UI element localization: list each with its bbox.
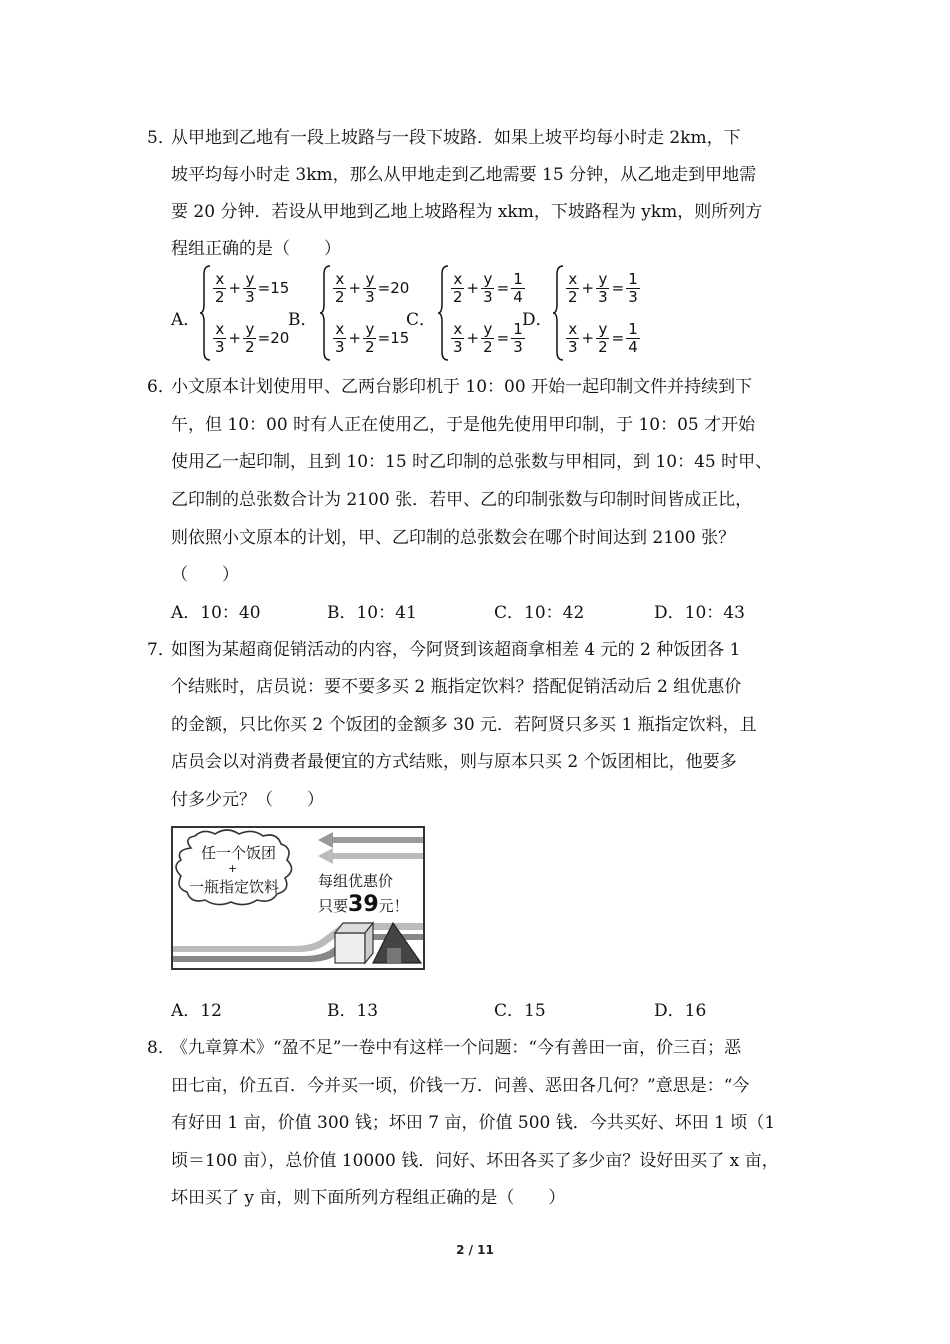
question-text-line: 则依照小文原本的计划，甲、乙印制的总张数会在哪个时间达到 2100 张？: [171, 528, 736, 548]
question-text-line: 个结账时，店员说：要不要多买 2 瓶指定饮料？搭配促销活动后 2 组优惠价: [171, 677, 742, 697]
left-brace-icon: [553, 264, 565, 362]
option-b[interactable]: B．13: [327, 1001, 379, 1021]
equation-rhs: =20: [377, 279, 410, 297]
question-text-line: 乙印制的总张数合计为 2100 张．若甲、乙的印制张数与印制时间皆成正比，: [171, 490, 753, 510]
promo-item-2: 一瓶指定饮料: [189, 878, 280, 896]
question-text-line: （ ）: [171, 565, 239, 585]
fraction: $\frac{y}{3}$: [245, 269, 255, 306]
question-number: 6．: [147, 377, 175, 397]
fraction: $\frac{y}{3}$: [598, 269, 608, 306]
promo-item-1: 任一个饭团: [201, 844, 277, 862]
question-text-line: 付多少元？（ ）: [171, 790, 324, 810]
option-a-label[interactable]: A．: [171, 310, 201, 330]
page-number: 2 / 11: [456, 1243, 494, 1257]
fraction: $\frac{1}{4}$: [513, 269, 523, 306]
equation-1: $\frac{x}{2}$ + $\frac{y}{3}$ = $\frac{1}{4}$: [453, 269, 523, 306]
option-d-label[interactable]: D．: [522, 310, 553, 330]
question-text-line: 田七亩，价五百．今并买一顷，价钱一万．问善、恶田各几何？”意思是：“今: [171, 1076, 750, 1096]
fraction: $\frac{x}{3}$: [215, 319, 225, 356]
question-text-line: 使用乙一起印制，且到 10：15 时乙印制的总张数与甲相同，到 10：45 时甲、: [171, 452, 773, 472]
option-d[interactable]: D．10：43: [654, 603, 745, 623]
equation-1: $\frac{x}{2}$ + $\frac{y}{3}$ = $\frac{1}{3}$: [568, 269, 638, 306]
fraction: $\frac{1}{4}$: [628, 319, 638, 356]
fraction: $\frac{1}{3}$: [513, 319, 523, 356]
question-number: 8．: [147, 1038, 175, 1058]
left-brace-icon: [438, 264, 450, 362]
fraction: $\frac{x}{3}$: [453, 319, 463, 356]
question-text-line: 坡平均每小时走 3km，那么从甲地走到乙地需要 15 分钟，从乙地走到甲地需: [171, 165, 757, 185]
option-c[interactable]: C．10：42: [494, 603, 585, 623]
equation-2: $\frac{x}{3}$ + $\frac{y}{2}$ = $\frac{1}{4}$: [568, 319, 638, 356]
promo-plus: +: [228, 862, 238, 875]
left-brace-icon: [200, 264, 212, 362]
option-b[interactable]: B．10：41: [327, 603, 417, 623]
fraction: $\frac{y}{2}$: [598, 319, 608, 356]
fraction: $\frac{x}{2}$: [215, 269, 225, 306]
promotion-figure: [171, 826, 425, 970]
option-a[interactable]: A．10：40: [171, 603, 261, 623]
question-text-line: 从甲地到乙地有一段上坡路与一段下坡路．如果上坡平均每小时走 2km，下: [171, 128, 741, 148]
question-text-line: 小文原本计划使用甲、乙两台影印机于 10：00 开始一起印制文件并持续到下: [171, 377, 753, 397]
question-text-line: 如图为某超商促销活动的内容，今阿贤到该超商拿相差 4 元的 2 种饭团各 1: [171, 640, 741, 660]
option-b-equation-system[interactable]: [320, 264, 420, 362]
question-text-line: 要 20 分钟．若设从甲地到乙地上坡路程为 xkm，下坡路程为 ykm，则所列方: [171, 202, 763, 222]
fraction: $\frac{x}{2}$: [453, 269, 463, 306]
promo-price-value: 39: [348, 892, 379, 917]
question-text-line: 坏田买了 y 亩，则下面所列方程组正确的是（ ）: [171, 1188, 566, 1208]
fraction: $\frac{x}{3}$: [568, 319, 578, 356]
question-text-line: 有好田 1 亩，价值 300 钱；坏田 7 亩，价值 500 钱．今共买好、坏田 1 顷（1: [171, 1113, 776, 1133]
option-c[interactable]: C．15: [494, 1001, 546, 1021]
option-d[interactable]: D．16: [654, 1001, 707, 1021]
question-text-line: 午，但 10：00 时有人正在使用乙，于是他先使用甲印制，于 10：05 才开始: [171, 415, 756, 435]
question-text-line: 的金额，只比你买 2 个饭团的金额多 30 元．若阿贤只多买 1 瓶指定饮料，且: [171, 715, 757, 735]
fraction: $\frac{1}{3}$: [628, 269, 638, 306]
question-text-line: 店员会以对消费者最便宜的方式结账，则与原本只买 2 个饭团相比，他要多: [171, 752, 737, 772]
equation-rhs: =15: [377, 329, 410, 347]
promo-offer-price: 只要39元！: [318, 892, 409, 917]
fraction: $\frac{y}{3}$: [483, 269, 493, 306]
left-brace-icon: [320, 264, 332, 362]
option-d-equation-system[interactable]: [553, 264, 653, 362]
fraction: $\frac{y}{2}$: [245, 319, 255, 356]
fraction: $\frac{y}{2}$: [483, 319, 493, 356]
promo-offer-label: 每组优惠价: [318, 872, 394, 890]
question-number: 5．: [147, 128, 175, 148]
equation-rhs: =20: [257, 329, 290, 347]
equation-1: $\frac{x}{2}$ + $\frac{y}{3}$ =20: [335, 269, 410, 306]
question-text-line: 顷＝100 亩），总价值 10000 钱．问好、坏田各买了多少亩？设好田买了 x 亩，: [171, 1151, 779, 1171]
fraction: $\frac{y}{2}$: [365, 319, 375, 356]
equation-rhs: =15: [257, 279, 290, 297]
fraction: $\frac{x}{2}$: [335, 269, 345, 306]
question-text-line: 《九章算术》“盈不足”一卷中有这样一个问题：“今有善田一亩，价三百；恶: [171, 1038, 742, 1058]
option-a[interactable]: A．12: [171, 1001, 222, 1021]
option-c-label[interactable]: C．: [406, 310, 437, 330]
equation-1: $\frac{x}{2}$ + $\frac{y}{3}$ =15: [215, 269, 290, 306]
fraction: $\frac{y}{3}$: [365, 269, 375, 306]
option-b-label[interactable]: B．: [288, 310, 318, 330]
question-number: 7．: [147, 640, 175, 660]
question-text-line: 程组正确的是（ ）: [171, 239, 341, 259]
option-a-equation-system[interactable]: [200, 264, 300, 362]
equation-2: $\frac{x}{3}$ + $\frac{y}{2}$ =20: [215, 319, 290, 356]
equation-2: $\frac{x}{3}$ + $\frac{y}{2}$ = $\frac{1}{3}$: [453, 319, 523, 356]
equation-2: $\frac{x}{3}$ + $\frac{y}{2}$ =15: [335, 319, 410, 356]
fraction: $\frac{x}{3}$: [335, 319, 345, 356]
fraction: $\frac{x}{2}$: [568, 269, 578, 306]
